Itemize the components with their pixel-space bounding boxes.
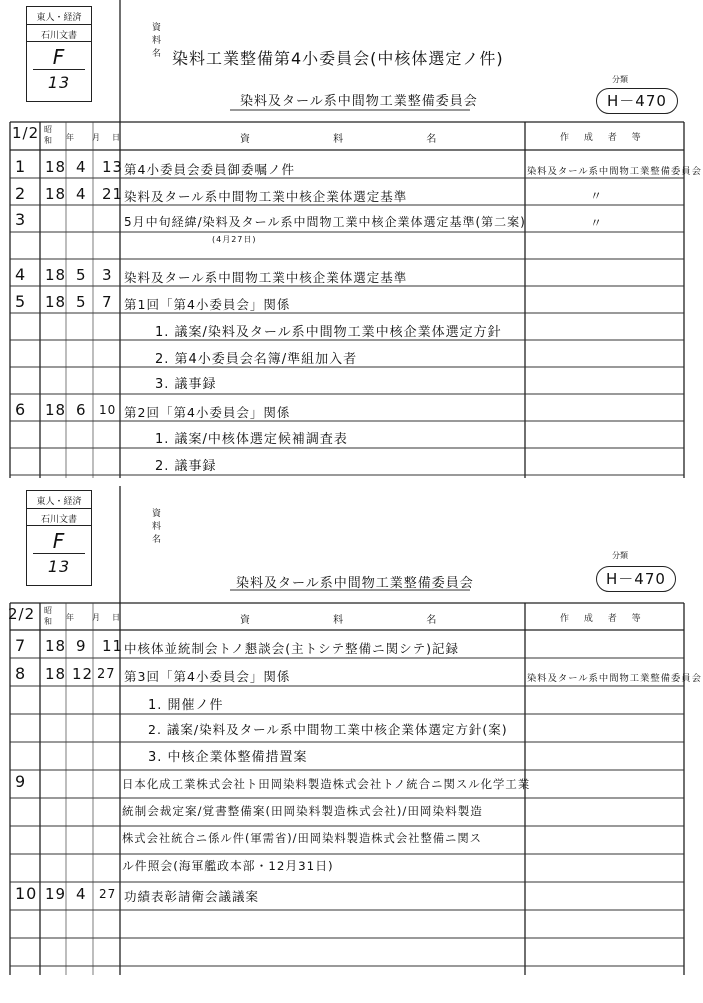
row-author: 〃 [590, 216, 604, 230]
row-no: 7 [15, 636, 27, 655]
label-char: 料 [152, 522, 162, 532]
row-day: 11 [102, 637, 124, 655]
row-no: 2 [15, 184, 27, 203]
row-no: 10 [15, 884, 38, 903]
stamp-line1: 東人・経済 [36, 13, 82, 23]
row-author: 〃 [590, 189, 604, 203]
hdr-doc: 資 料 名 [240, 134, 477, 145]
sub-item: 1. 議案/染料及タール系中間物工業中核企業体選定方針 [155, 325, 502, 340]
row-line: 日本化成工業株式会社ト田岡染料製造株式会社トノ統合ニ関スル化学工業 [122, 777, 531, 791]
sub-item: 2. 第4小委員会名簿/準組加入者 [155, 352, 358, 367]
row-month: 4 [76, 885, 87, 903]
row-year: 18 [45, 665, 67, 683]
stamp-line1: 東人・経済 [36, 497, 82, 507]
row-year: 18 [45, 266, 67, 284]
row-text: 功績表彰請衛会議議案 [124, 889, 260, 904]
sub-item: 3. 中核企業体整備措置案 [148, 750, 308, 765]
hdr-era: 昭 [44, 606, 52, 615]
row-no: 5 [15, 292, 27, 311]
archive-stamp [26, 490, 92, 586]
stamp-number: 13 [47, 557, 71, 576]
row-day: 21 [102, 185, 124, 203]
committee-name: 染料及タール系中間物工業整備委員会 [240, 94, 478, 109]
label-char: 資 [152, 509, 162, 519]
stamp-code: F [52, 529, 66, 553]
row-year: 19 [45, 885, 67, 903]
row-year: 18 [45, 637, 67, 655]
hdr-month: 月 [92, 133, 100, 142]
row-no: 1 [15, 157, 27, 176]
row-year: 18 [45, 401, 67, 419]
hdr-day: 日 [112, 613, 120, 622]
hdr-month: 月 [92, 613, 100, 622]
stamp-line2: 石川文書 [40, 31, 77, 41]
label-char: 名 [152, 49, 162, 59]
sub-item: 1. 議案/中核体選定候補調査表 [155, 432, 348, 447]
document-title: 染料工業整備第4小委員会(中核体選定ノ件) [172, 49, 504, 68]
hdr-year: 年 [66, 613, 74, 622]
row-no: 3 [15, 210, 27, 229]
class-label: 分類 [612, 551, 628, 560]
row-month: 12 [72, 665, 94, 683]
stamp-number: 13 [47, 73, 71, 92]
row-line: ル件照会(海軍艦政本部・12月31日) [122, 859, 334, 873]
sheet-number: 1/2 [12, 124, 40, 142]
row-text: 第4小委員会委員御委嘱ノ件 [124, 162, 295, 177]
row-day: 10 [99, 403, 117, 417]
row-text: 染料及タール系中間物工業中核企業体選定基準 [124, 270, 408, 285]
hdr-era: 昭 [44, 125, 52, 134]
row-author: 染料及タール系中間物工業整備委員会 [527, 673, 702, 684]
sub-item: 3. 議事録 [155, 377, 217, 392]
label-char: 名 [152, 535, 162, 545]
row-year: 18 [45, 293, 67, 311]
sub-item: 2. 議案/染料及タール系中間物工業中核企業体選定方針(案) [148, 722, 508, 737]
row-no: 9 [15, 772, 27, 791]
label-vertical [152, 508, 162, 547]
hdr-doc: 資 料 名 [240, 615, 477, 626]
row-text: 第1回「第4小委員会」関係 [124, 297, 291, 312]
sub-item: 1. 開催ノ件 [148, 698, 224, 713]
row-month: 4 [76, 158, 87, 176]
row-line: 統制会裁定案/覚書整備案(田岡染料製造株式会社)/田岡染料製造 [122, 804, 483, 818]
row-note: (4月27日) [212, 235, 257, 244]
row-month: 4 [76, 185, 87, 203]
row-year: 18 [45, 185, 67, 203]
archive-stamp [26, 6, 92, 102]
row-day: 27 [97, 667, 116, 682]
row-day: 7 [102, 293, 113, 311]
row-day: 3 [102, 266, 113, 284]
hdr-author: 作 成 者 等 [560, 133, 647, 143]
row-text: 第3回「第4小委員会」関係 [124, 669, 291, 684]
hdr-day: 日 [112, 133, 120, 142]
hdr-era2: 和 [44, 136, 52, 145]
row-text: 5月中旬経緯/染料及タール系中間物工業中核企業体選定基準(第二案) [124, 215, 526, 229]
row-author: 染料及タール系中間物工業整備委員会 [527, 166, 702, 177]
hdr-year: 年 [66, 133, 74, 142]
row-month: 9 [76, 637, 87, 655]
row-no: 4 [15, 265, 27, 284]
sub-item: 2. 議事録 [155, 459, 217, 474]
label-char: 料 [152, 36, 162, 46]
row-line: 株式会社統合ニ係ル件(軍需省)/田岡染料製造株式会社整備ニ関ス [122, 832, 482, 845]
label-char: 資 [152, 23, 162, 33]
row-no: 8 [15, 664, 27, 683]
row-month: 5 [76, 266, 87, 284]
stamp-code: F [52, 45, 66, 69]
row-month: 6 [76, 401, 87, 419]
committee-name: 染料及タール系中間物工業整備委員会 [236, 576, 474, 591]
class-code: H－470 [596, 566, 676, 592]
row-text: 第2回「第4小委員会」関係 [124, 405, 291, 420]
class-label: 分類 [612, 75, 628, 84]
stamp-line2: 石川文書 [40, 515, 77, 525]
hdr-era2: 和 [44, 617, 52, 626]
row-text: 中核体並統制会トノ懇談会(主トシテ整備ニ関シテ)記録 [124, 641, 460, 656]
class-code: H－470 [596, 88, 678, 114]
row-day: 27 [99, 887, 117, 901]
sheet-number: 2/2 [8, 605, 36, 623]
row-text: 染料及タール系中間物工業中核企業体選定基準 [124, 189, 408, 204]
row-no: 6 [15, 400, 27, 419]
label-vertical [152, 22, 162, 61]
row-day: 13 [102, 158, 124, 176]
row-month: 5 [76, 293, 87, 311]
hdr-author: 作 成 者 等 [560, 614, 647, 624]
row-year: 18 [45, 158, 67, 176]
